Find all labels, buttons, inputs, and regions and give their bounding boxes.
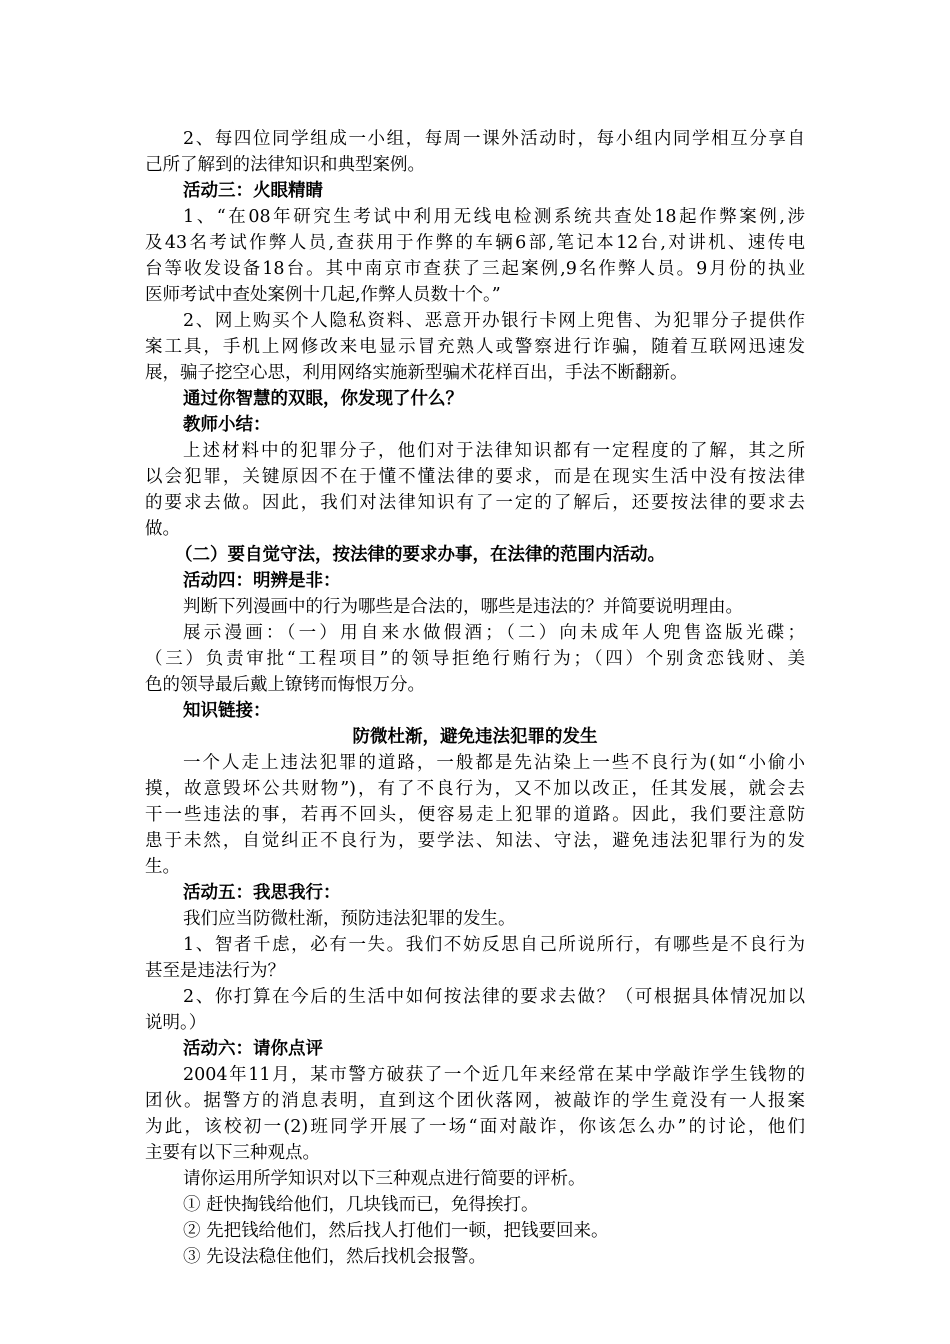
paragraph-line: 2004年11月，某市警方破获了一个近几年来经常在某中学敲诈学生钱物的 xyxy=(183,1065,805,1085)
paragraph-line: 生。 xyxy=(145,857,180,877)
paragraph-line: 2、你打算在今后的生活中如何按法律的要求去做？（可根据具体情况加以 xyxy=(183,987,805,1007)
paragraph-line: 团伙。据警方的消息表明，直到这个团伙落网，被敲诈的学生竟没有一人报案 xyxy=(145,1091,805,1111)
paragraph-line: 以会犯罪，关键原因不在于懂不懂法律的要求，而是在现实生活中没有按法律 xyxy=(145,467,805,487)
paragraph-line: 案工具，手机上网修改来电显示冒充熟人或警察进行诈骗，随着互联网迅速发 xyxy=(145,337,805,357)
paragraph-line: 1、“在08年研究生考试中利用无线电检测系统共查处18起作弊案例,涉 xyxy=(183,207,805,227)
paragraph-line: 展，骗子挖空心思，利用网络实施新型骗术花样百出，手法不断翻新。 xyxy=(145,363,688,383)
activity-heading: 活动六：请你点评 xyxy=(183,1039,323,1059)
paragraph-line: 干一些违法的事，若再不回头，便容易走上犯罪的道路。因此，我们要注意防 xyxy=(145,805,805,825)
paragraph-line: 判断下列漫画中的行为哪些是合法的，哪些是违法的？并简要说明理由。 xyxy=(183,597,743,617)
paragraph-line: 上述材料中的犯罪分子，他们对于法律知识都有一定程度的了解，其之所 xyxy=(183,441,805,461)
paragraph-line: 我们应当防微杜渐，预防违法犯罪的发生。 xyxy=(183,909,516,929)
summary-heading: 教师小结： xyxy=(183,415,271,435)
paragraph-line: 甚至是违法行为？ xyxy=(145,961,285,981)
activity-heading: 活动五：我思我行： xyxy=(183,883,341,903)
opinion-item: ② 先把钱给他们，然后找人打他们一顿，把钱要回来。 xyxy=(183,1221,609,1241)
paragraph-line: 2、每四位同学组成一小组，每周一课外活动时，每小组内同学相互分享自 xyxy=(183,129,805,149)
paragraph-line: 为此，该校初一(2)班同学开展了一场“面对敲诈，你该怎么办”的讨论，他们 xyxy=(145,1117,805,1137)
question-heading: 通过你智慧的双眼，你发现了什么？ xyxy=(183,389,463,409)
paragraph-line: 己所了解到的法律知识和典型案例。 xyxy=(145,155,425,175)
paragraph-line: 一个人走上违法犯罪的道路，一般都是先沾染上一些不良行为(如“小偷小 xyxy=(183,753,805,773)
paragraph-line: 医师考试中查处案例十几起,作弊人员数十个。” xyxy=(145,285,501,305)
knowledge-link-heading: 知识链接： xyxy=(183,701,271,721)
paragraph-line: 摸，故意毁坏公共财物”)，有了不良行为，又不加以改正，任其发展，就会去 xyxy=(145,779,805,799)
section-heading: （二）要自觉守法，按法律的要求办事，在法律的范围内活动。 xyxy=(175,545,665,565)
opinion-item: ③ 先设法稳住他们，然后找机会报警。 xyxy=(183,1247,487,1267)
paragraph-line: 主要有以下三种观点。 xyxy=(145,1143,320,1163)
activity-heading: 活动三：火眼精睛 xyxy=(183,181,323,201)
paragraph-line: 说明。） xyxy=(145,1013,207,1033)
paragraph-line: 请你运用所学知识对以下三种观点进行简要的评析。 xyxy=(183,1169,586,1189)
paragraph-line: 及43名考试作弊人员,查获用于作弊的车辆6部,笔记本12台,对讲机、速传电 xyxy=(145,233,805,253)
paragraph-line: 2、网上购买个人隐私资料、恶意开办银行卡网上兜售、为犯罪分子提供作 xyxy=(183,311,805,331)
paragraph-line: 展示漫画：（一）用自来水做假酒；（二）向未成年人兜售盗版光碟； xyxy=(183,623,805,643)
activity-heading: 活动四：明辨是非： xyxy=(183,571,341,591)
paragraph-line: 患于未然，自觉纠正不良行为，要学法、知法、守法，避免违法犯罪行为的发 xyxy=(145,831,805,851)
paragraph-line: 1、智者千虑，必有一失。我们不妨反思自己所说所行，有哪些是不良行为 xyxy=(183,935,805,955)
paragraph-line: （三）负责审批“工程项目”的领导拒绝行贿行为；（四）个别贪恋钱财、美 xyxy=(145,649,805,669)
opinion-item: ① 赶快掏钱给他们，几块钱而已，免得挨打。 xyxy=(183,1195,539,1215)
paragraph-line: 色的领导最后戴上镣铐而悔恨万分。 xyxy=(145,675,425,695)
paragraph-line: 做。 xyxy=(145,519,180,539)
paragraph-line: 的要求去做。因此，我们对法律知识有了一定的了解后，还要按法律的要求去 xyxy=(145,493,805,513)
knowledge-title: 防微杜渐，避免违法犯罪的发生 xyxy=(352,727,598,747)
paragraph-line: 台等收发设备18台。其中南京市查获了三起案例,9名作弊人员。9月份的执业 xyxy=(145,259,805,279)
